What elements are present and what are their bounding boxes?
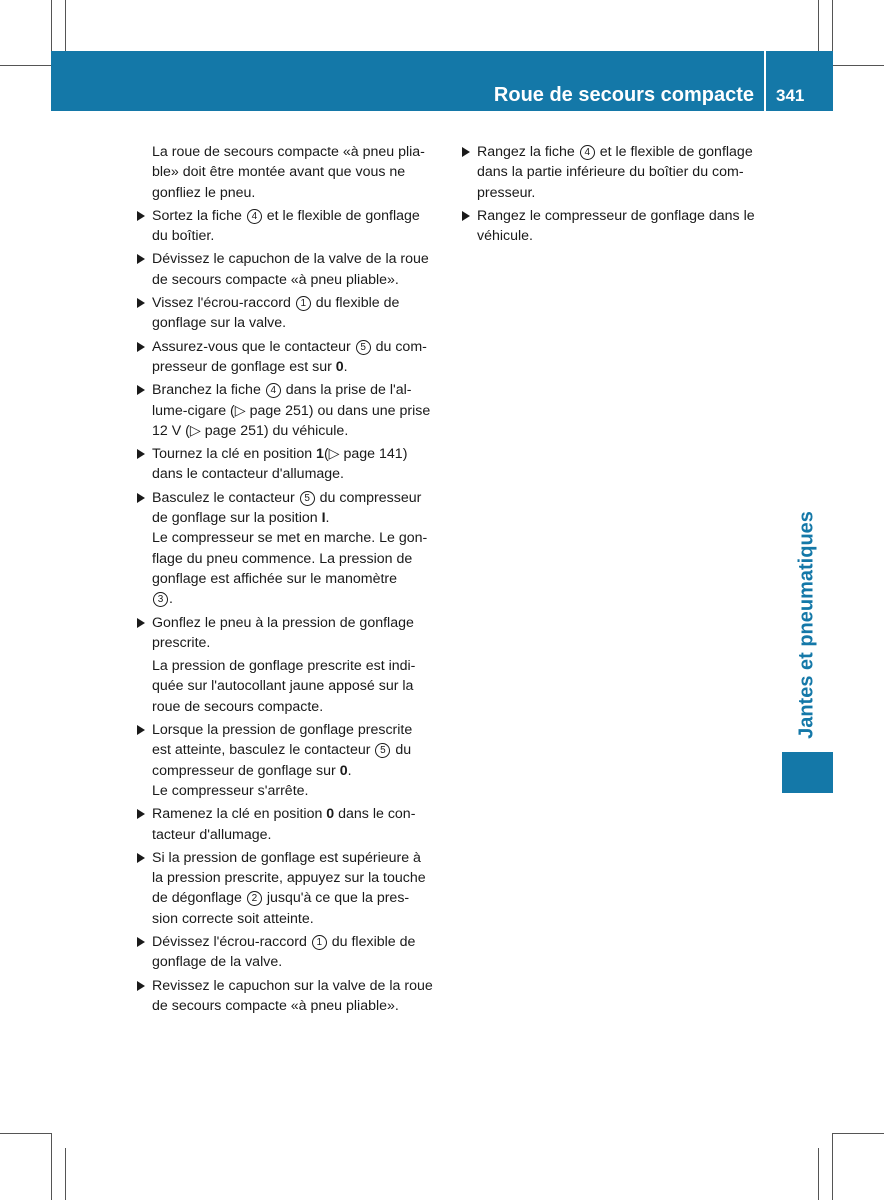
triangle-bullet-icon bbox=[137, 211, 145, 221]
callout-number: 2 bbox=[247, 891, 262, 906]
instruction-step: Basculez le contacteur 5 du compresseur de gonflage sur la position I. Le compresseur se met en marche. Le gon- flage du pneu commence. La pression de gonflage est affichée sur le manomètre 3 . bbox=[137, 488, 445, 610]
header-separator bbox=[764, 51, 766, 111]
triangle-bullet-icon bbox=[462, 147, 470, 157]
triangle-bullet-icon bbox=[137, 298, 145, 308]
crop-mark bbox=[833, 1133, 884, 1134]
instruction-step: Ramenez la clé en position 0 dans le con- tacteur d'allumage. bbox=[137, 804, 445, 845]
instruction-step: Gonflez le pneu à la pression de gonflage prescrite. bbox=[137, 613, 445, 654]
triangle-bullet-icon bbox=[137, 937, 145, 947]
intro-paragraph: La roue de secours compacte «à pneu plia- ble» doit être montée avant que vous ne gonfliez le pneu. bbox=[152, 144, 425, 201]
crop-mark bbox=[0, 65, 51, 66]
instruction-step: Si la pression de gonflage est supérieure à la pression prescrite, appuyez sur la touche de dégonflage 2 jusqu'à ce que la pres- sion correcte soit atteinte. bbox=[137, 848, 445, 929]
crop-mark bbox=[51, 1133, 52, 1200]
crop-mark bbox=[51, 0, 52, 51]
instruction-step: Revissez le capuchon sur la valve de la roue de secours compacte «à pneu pliable». bbox=[137, 976, 445, 1017]
triangle-bullet-icon bbox=[137, 254, 145, 264]
instruction-step: Assurez-vous que le contacteur 5 du com- presseur de gonflage est sur 0. bbox=[137, 337, 445, 378]
triangle-bullet-icon bbox=[137, 493, 145, 503]
instruction-step: Sortez la fiche 4 et le flexible de gonflage du boîtier. bbox=[137, 206, 445, 247]
triangle-bullet-icon bbox=[137, 981, 145, 991]
callout-number: 1 bbox=[296, 296, 311, 311]
chapter-tab bbox=[782, 752, 833, 793]
triangle-bullet-icon bbox=[137, 385, 145, 395]
crop-mark bbox=[818, 1148, 819, 1200]
callout-number: 4 bbox=[247, 209, 262, 224]
triangle-bullet-icon bbox=[137, 342, 145, 352]
callout-number: 4 bbox=[266, 383, 281, 398]
note-paragraph: La pression de gonflage prescrite est indi- quée sur l'autocollant jaune apposé sur la roue de secours compacte. bbox=[152, 658, 416, 715]
instruction-step: Vissez l'écrou-raccord 1 du flexible de gonflage sur la valve. bbox=[137, 293, 445, 334]
section-title: Roue de secours compacte bbox=[493, 84, 754, 106]
page-reference: 12 V (▷ page 251) du véhicule. bbox=[152, 422, 349, 439]
right-column bbox=[462, 142, 770, 249]
page-reference: lume-cigare (▷ page 251) ou dans une prise bbox=[152, 402, 431, 419]
crop-mark bbox=[818, 0, 819, 51]
crop-mark bbox=[833, 65, 884, 66]
callout-number: 5 bbox=[375, 743, 390, 758]
page-number: 341 bbox=[776, 86, 805, 105]
instruction-step: Lorsque la pression de gonflage prescrite est atteinte, basculez le contacteur 5 du compresseur de gonflage sur 0. Le compresseur s'arrête. bbox=[137, 720, 445, 801]
instruction-step: Dévissez le capuchon de la valve de la roue de secours compacte «à pneu pliable». bbox=[137, 249, 445, 290]
callout-number: 1 bbox=[312, 935, 327, 950]
triangle-bullet-icon bbox=[137, 449, 145, 459]
crop-mark bbox=[832, 1133, 833, 1200]
crop-mark bbox=[832, 0, 833, 51]
instruction-step: Tournez la clé en position 1(▷ page 141) dans le contacteur d'allumage. bbox=[137, 444, 445, 485]
left-column bbox=[137, 142, 445, 1019]
instruction-step: Branchez la fiche 4 dans la prise de l'al- lume-cigare (▷ page 251) ou dans une prise 12 V (▷ page 251) du véhicule. bbox=[137, 380, 445, 441]
callout-number: 5 bbox=[356, 340, 371, 355]
instruction-step: Dévissez l'écrou-raccord 1 du flexible de gonflage de la valve. bbox=[137, 932, 445, 973]
crop-mark bbox=[0, 1133, 51, 1134]
chapter-title: Jantes et pneumatiques bbox=[795, 511, 818, 739]
callout-number: 5 bbox=[300, 491, 315, 506]
instruction-step: Rangez le compresseur de gonflage dans le véhicule. bbox=[462, 206, 770, 247]
triangle-bullet-icon bbox=[137, 809, 145, 819]
crop-mark bbox=[65, 0, 66, 51]
triangle-bullet-icon bbox=[137, 618, 145, 628]
page-reference: (▷ page 141) bbox=[323, 446, 408, 463]
callout-number: 3 bbox=[153, 592, 168, 607]
triangle-bullet-icon bbox=[137, 725, 145, 735]
instruction-step: Rangez la fiche 4 et le flexible de gonflage dans la partie inférieure du boîtier du com- presseur. bbox=[462, 142, 770, 203]
callout-number: 4 bbox=[580, 145, 595, 160]
triangle-bullet-icon bbox=[462, 211, 470, 221]
triangle-bullet-icon bbox=[137, 853, 145, 863]
crop-mark bbox=[65, 1148, 66, 1200]
